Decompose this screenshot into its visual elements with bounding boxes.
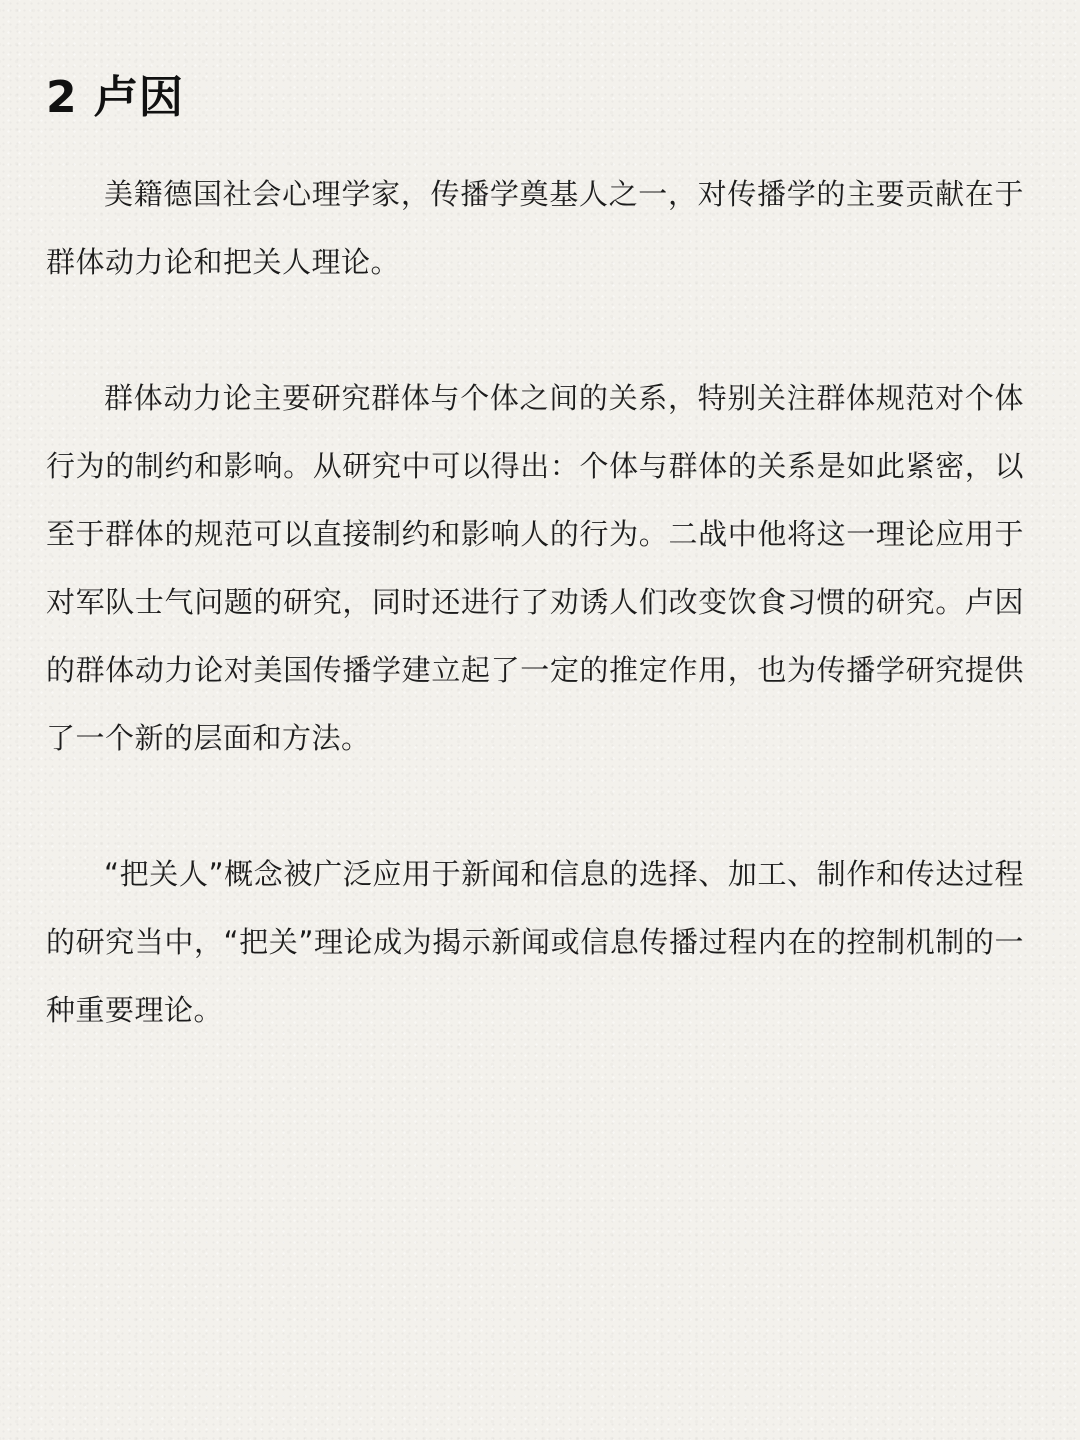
- paragraph-gatekeeper: “把关人”概念被广泛应用于新闻和信息的选择、加工、制作和传达过程的研究当中，“把关”理论成为揭示新闻或信息传播过程内在的控制机制的一种重要理论。: [46, 857, 1024, 1027]
- paragraph-intro: 美籍德国社会心理学家，传播学奠基人之一，对传播学的主要贡献在于群体动力论和把关人理论。: [46, 177, 1024, 279]
- paragraph-group-dynamics: 群体动力论主要研究群体与个体之间的关系，特别关注群体规范对个体行为的制约和影响。从研究中可以得出：个体与群体的关系是如此紧密，以至于群体的规范可以直接制约和影响人的行为。二战中他将这一理论应用于对军队士气问题的研究，同时还进行了劝诱人们改变饮食习惯的研究。卢因的群体动力论对美国传播学建立起了一定的推定作用，也为传播学研究提供了一个新的层面和方法。: [46, 381, 1024, 755]
- page-title: 2 卢因: [46, 72, 184, 123]
